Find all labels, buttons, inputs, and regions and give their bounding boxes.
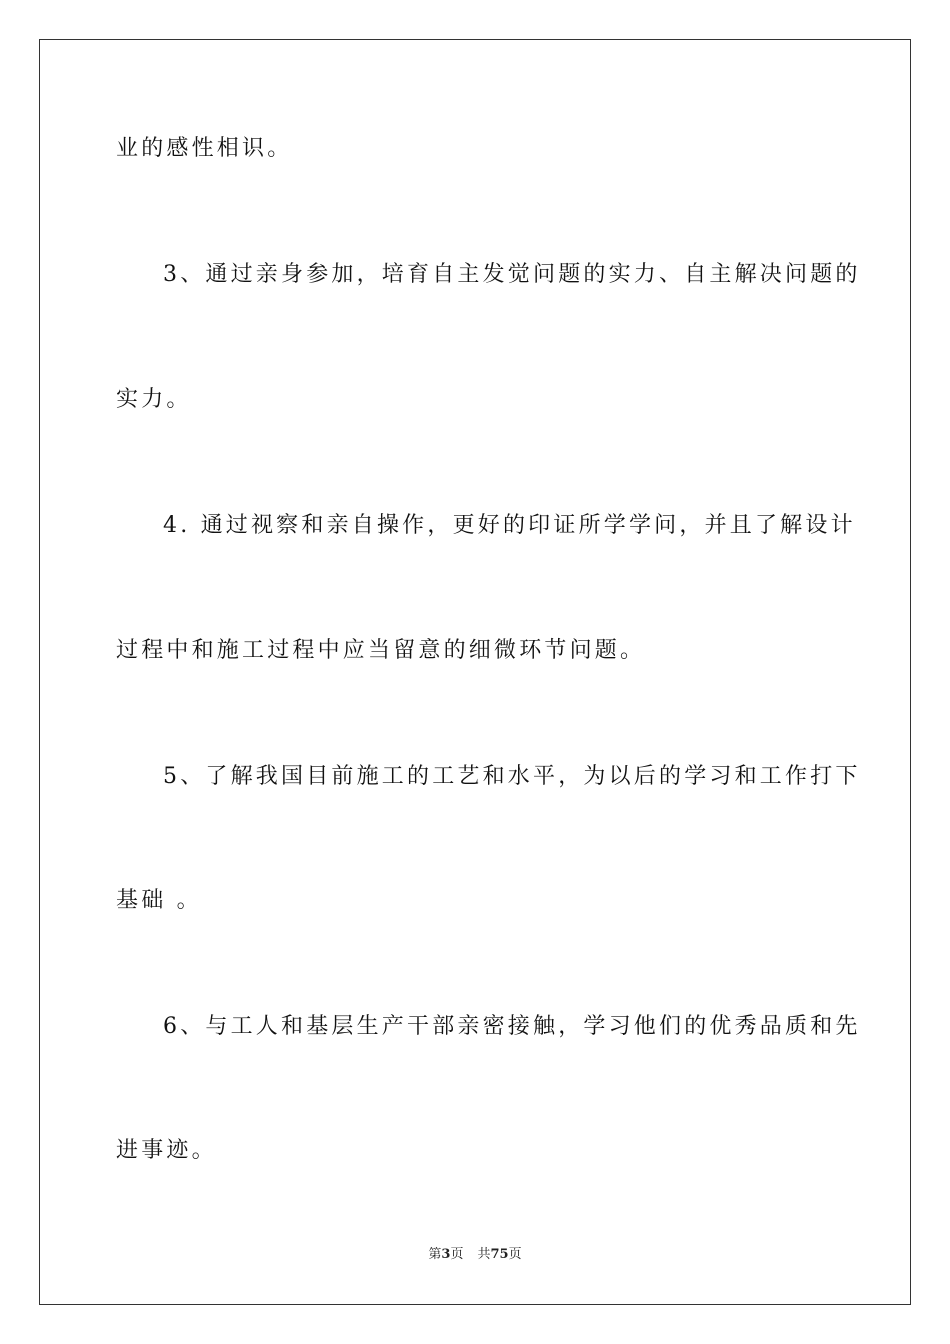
text-line-8: 6、与工人和基层生产干部亲密接触，学习他们的优秀品质和先 bbox=[163, 1014, 861, 1039]
text-line-2: 3、通过亲身参加，培育自主发觉问题的实力、自主解决问题的 bbox=[163, 262, 861, 287]
text-line-4: 4. 通过视察和亲自操作，更好的印证所学学问，并且了解设计 bbox=[163, 513, 856, 538]
text-line-9: 进事迹。 bbox=[116, 1138, 217, 1163]
total-pages: 75 bbox=[490, 1247, 509, 1262]
page-border bbox=[39, 39, 911, 1305]
total-prefix: 共 bbox=[477, 1247, 491, 1262]
text-line-6: 5、了解我国目前施工的工艺和水平，为以后的学习和工作打下 bbox=[163, 764, 861, 789]
page-suffix: 页 bbox=[450, 1247, 464, 1262]
total-suffix: 页 bbox=[508, 1247, 522, 1262]
text-line-5: 过程中和施工过程中应当留意的细微环节问题。 bbox=[116, 638, 646, 663]
page-prefix: 第 bbox=[428, 1247, 442, 1262]
text-line-3: 实力。 bbox=[116, 387, 192, 412]
text-line-7: 基础 。 bbox=[116, 888, 202, 913]
page-footer bbox=[0, 1246, 950, 1264]
page-number: 3 bbox=[441, 1247, 451, 1262]
text-line-1: 业的感性相识。 bbox=[116, 136, 293, 161]
